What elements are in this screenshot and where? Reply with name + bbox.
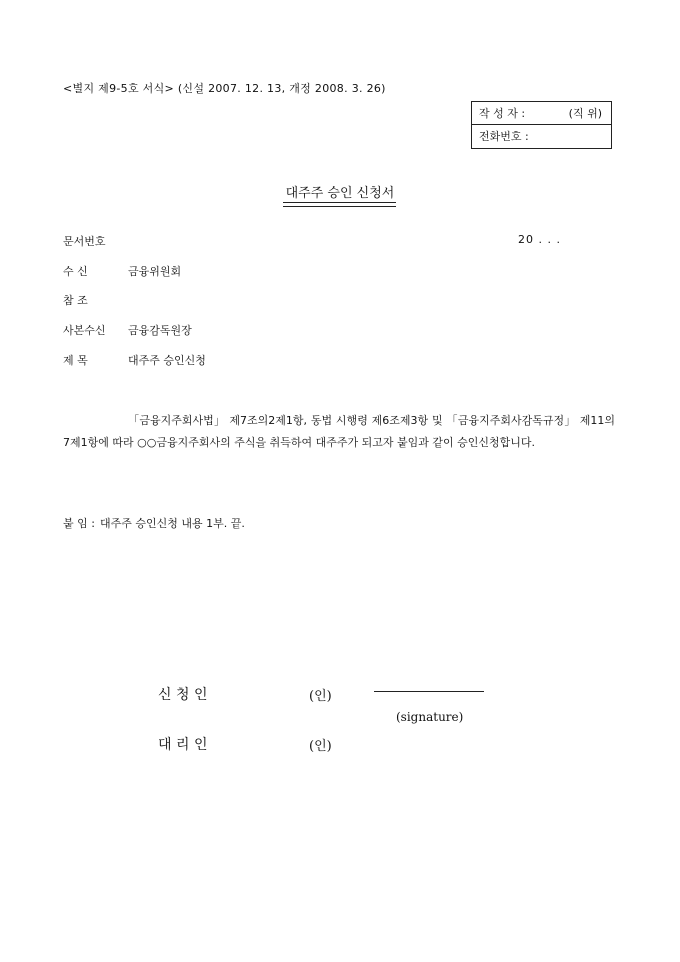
applicant-seal: (인) (309, 689, 332, 704)
document-title: 대주주 승인 신청서 (285, 186, 395, 201)
agent-label: 대 리 인 (158, 737, 208, 753)
subject-label: 제 목 (63, 354, 88, 367)
phone-label: 전화번호 : (479, 130, 529, 143)
recipient-value: 금융위원회 (128, 265, 182, 278)
author-label: 작 성 자 : (479, 107, 526, 120)
author-box (471, 101, 612, 149)
signature-line (374, 691, 484, 692)
phone-row (472, 125, 611, 148)
subject-value: 대주주 승인신청 (128, 354, 206, 367)
attachment-label: 붙 임 : (63, 517, 95, 530)
form-header: <별지 제9-5호 서식> (신설 2007. 12. 13, 개정 2008. 3. 26) (63, 82, 386, 95)
author-row (472, 102, 611, 125)
reference-label: 참 조 (63, 294, 88, 307)
title-double-underline (283, 202, 396, 207)
recipient-label: 수 신 (63, 265, 88, 278)
body-paragraph: 「금융지주회사법」 제7조의2제1항, 동법 시행령 제6조제3항 및 「금융지주회사감독규정」 제11의7제1항에 따라 ○○금융지주회사의 주식을 취득하여 대주주가 되고자 붙임과 같이 승인신청합니다. (63, 414, 615, 449)
document-date: 20 . . . (518, 233, 561, 246)
signature-caption: (signature) (396, 710, 464, 724)
cc-value: 금융감독원장 (128, 324, 192, 337)
cc-label: 사본수신 (63, 324, 106, 337)
position-label: (직 위) (568, 107, 602, 120)
attachment-text: 대주주 승인신청 내용 1부. 끝. (100, 517, 245, 530)
agent-seal: (인) (309, 739, 332, 754)
doc-number-label: 문서번호 (63, 235, 106, 248)
applicant-label: 신 청 인 (158, 687, 208, 703)
